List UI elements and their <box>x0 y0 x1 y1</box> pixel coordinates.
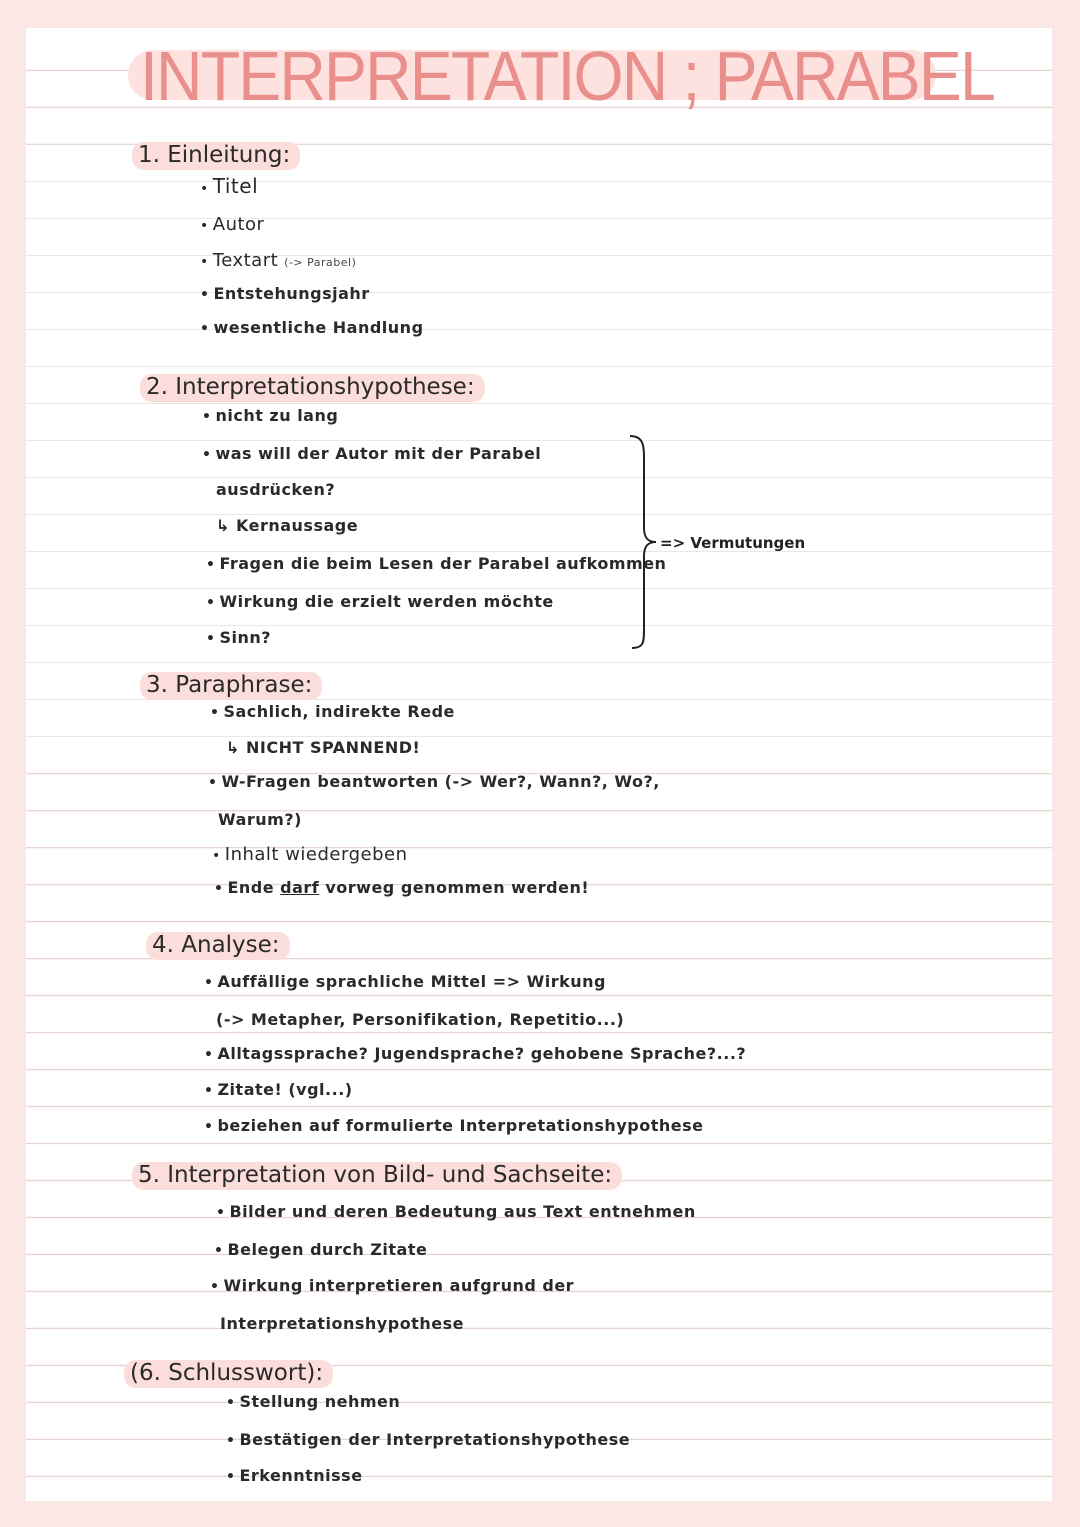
list-item: • was will der Autor mit der Parabel <box>202 444 542 463</box>
right-margin <box>1052 0 1080 1527</box>
list-item: Interpretationshypothese <box>220 1314 464 1333</box>
section-1-heading: 1. Einleitung: <box>132 142 300 168</box>
section-6-heading: (6. Schlusswort): <box>124 1360 333 1386</box>
curly-brace <box>620 432 660 652</box>
list-item: • Stellung nehmen <box>226 1392 401 1411</box>
list-item: • Entstehungsjahr <box>200 284 370 303</box>
page-title: INTERPRETATION ; PARABEL <box>140 37 995 115</box>
list-item: • Textart (-> Parabel) <box>200 250 357 271</box>
list-item: • Alltagssprache? Jugendsprache? gehobene Sprache?...? <box>204 1044 747 1063</box>
section-4-heading: 4. Analyse: <box>146 932 290 958</box>
list-item: • Bilder und deren Bedeutung aus Text entnehmen <box>216 1202 696 1221</box>
list-item: ↳ Kernaussage <box>216 516 359 535</box>
list-item: • Sachlich, indirekte Rede <box>210 702 455 721</box>
list-item: • nicht zu lang <box>202 406 339 425</box>
list-item: • Autor <box>200 214 265 235</box>
list-item: • Erkenntnisse <box>226 1466 363 1485</box>
list-item: • Belegen durch Zitate <box>214 1240 428 1259</box>
list-item: • W-Fragen beantworten (-> Wer?, Wann?, Wo?, <box>208 772 660 791</box>
brace-label: => Vermutungen <box>660 534 806 552</box>
list-item: • Bestätigen der Interpretationshypothese <box>226 1430 631 1449</box>
list-item: Warum?) <box>218 810 302 829</box>
top-margin <box>0 0 1080 28</box>
section-5-heading: 5. Interpretation von Bild- und Sachseite: <box>132 1162 622 1188</box>
section-3-heading: 3. Paraphrase: <box>140 672 322 698</box>
list-item: • Auffällige sprachliche Mittel => Wirkung <box>204 972 606 991</box>
section-2-heading: 2. Interpretationshypothese: <box>140 374 485 400</box>
list-item: (-> Metapher, Personifikation, Repetitio...) <box>216 1010 625 1029</box>
list-item: • Ende darf vorweg genommen werden! <box>214 878 590 897</box>
left-margin <box>0 0 26 1527</box>
list-item: • wesentliche Handlung <box>200 318 424 337</box>
bottom-margin <box>0 1501 1080 1527</box>
title-block <box>128 36 995 115</box>
list-item: • Sinn? <box>206 628 272 647</box>
list-item: • Wirkung interpretieren aufgrund der <box>210 1276 575 1295</box>
list-item: ausdrücken? <box>216 480 336 499</box>
list-item: • beziehen auf formulierte Interpretationshypothese <box>204 1116 704 1135</box>
list-item: • Wirkung die erzielt werden möchte <box>206 592 554 611</box>
list-item: ↳ NICHT SPANNEND! <box>226 738 421 757</box>
list-item: • Titel <box>200 174 259 198</box>
list-item: • Zitate! (vgl...) <box>204 1080 353 1099</box>
list-item: • Fragen die beim Lesen der Parabel aufkommen <box>206 554 667 573</box>
list-item: • Inhalt wiedergeben <box>212 844 408 865</box>
